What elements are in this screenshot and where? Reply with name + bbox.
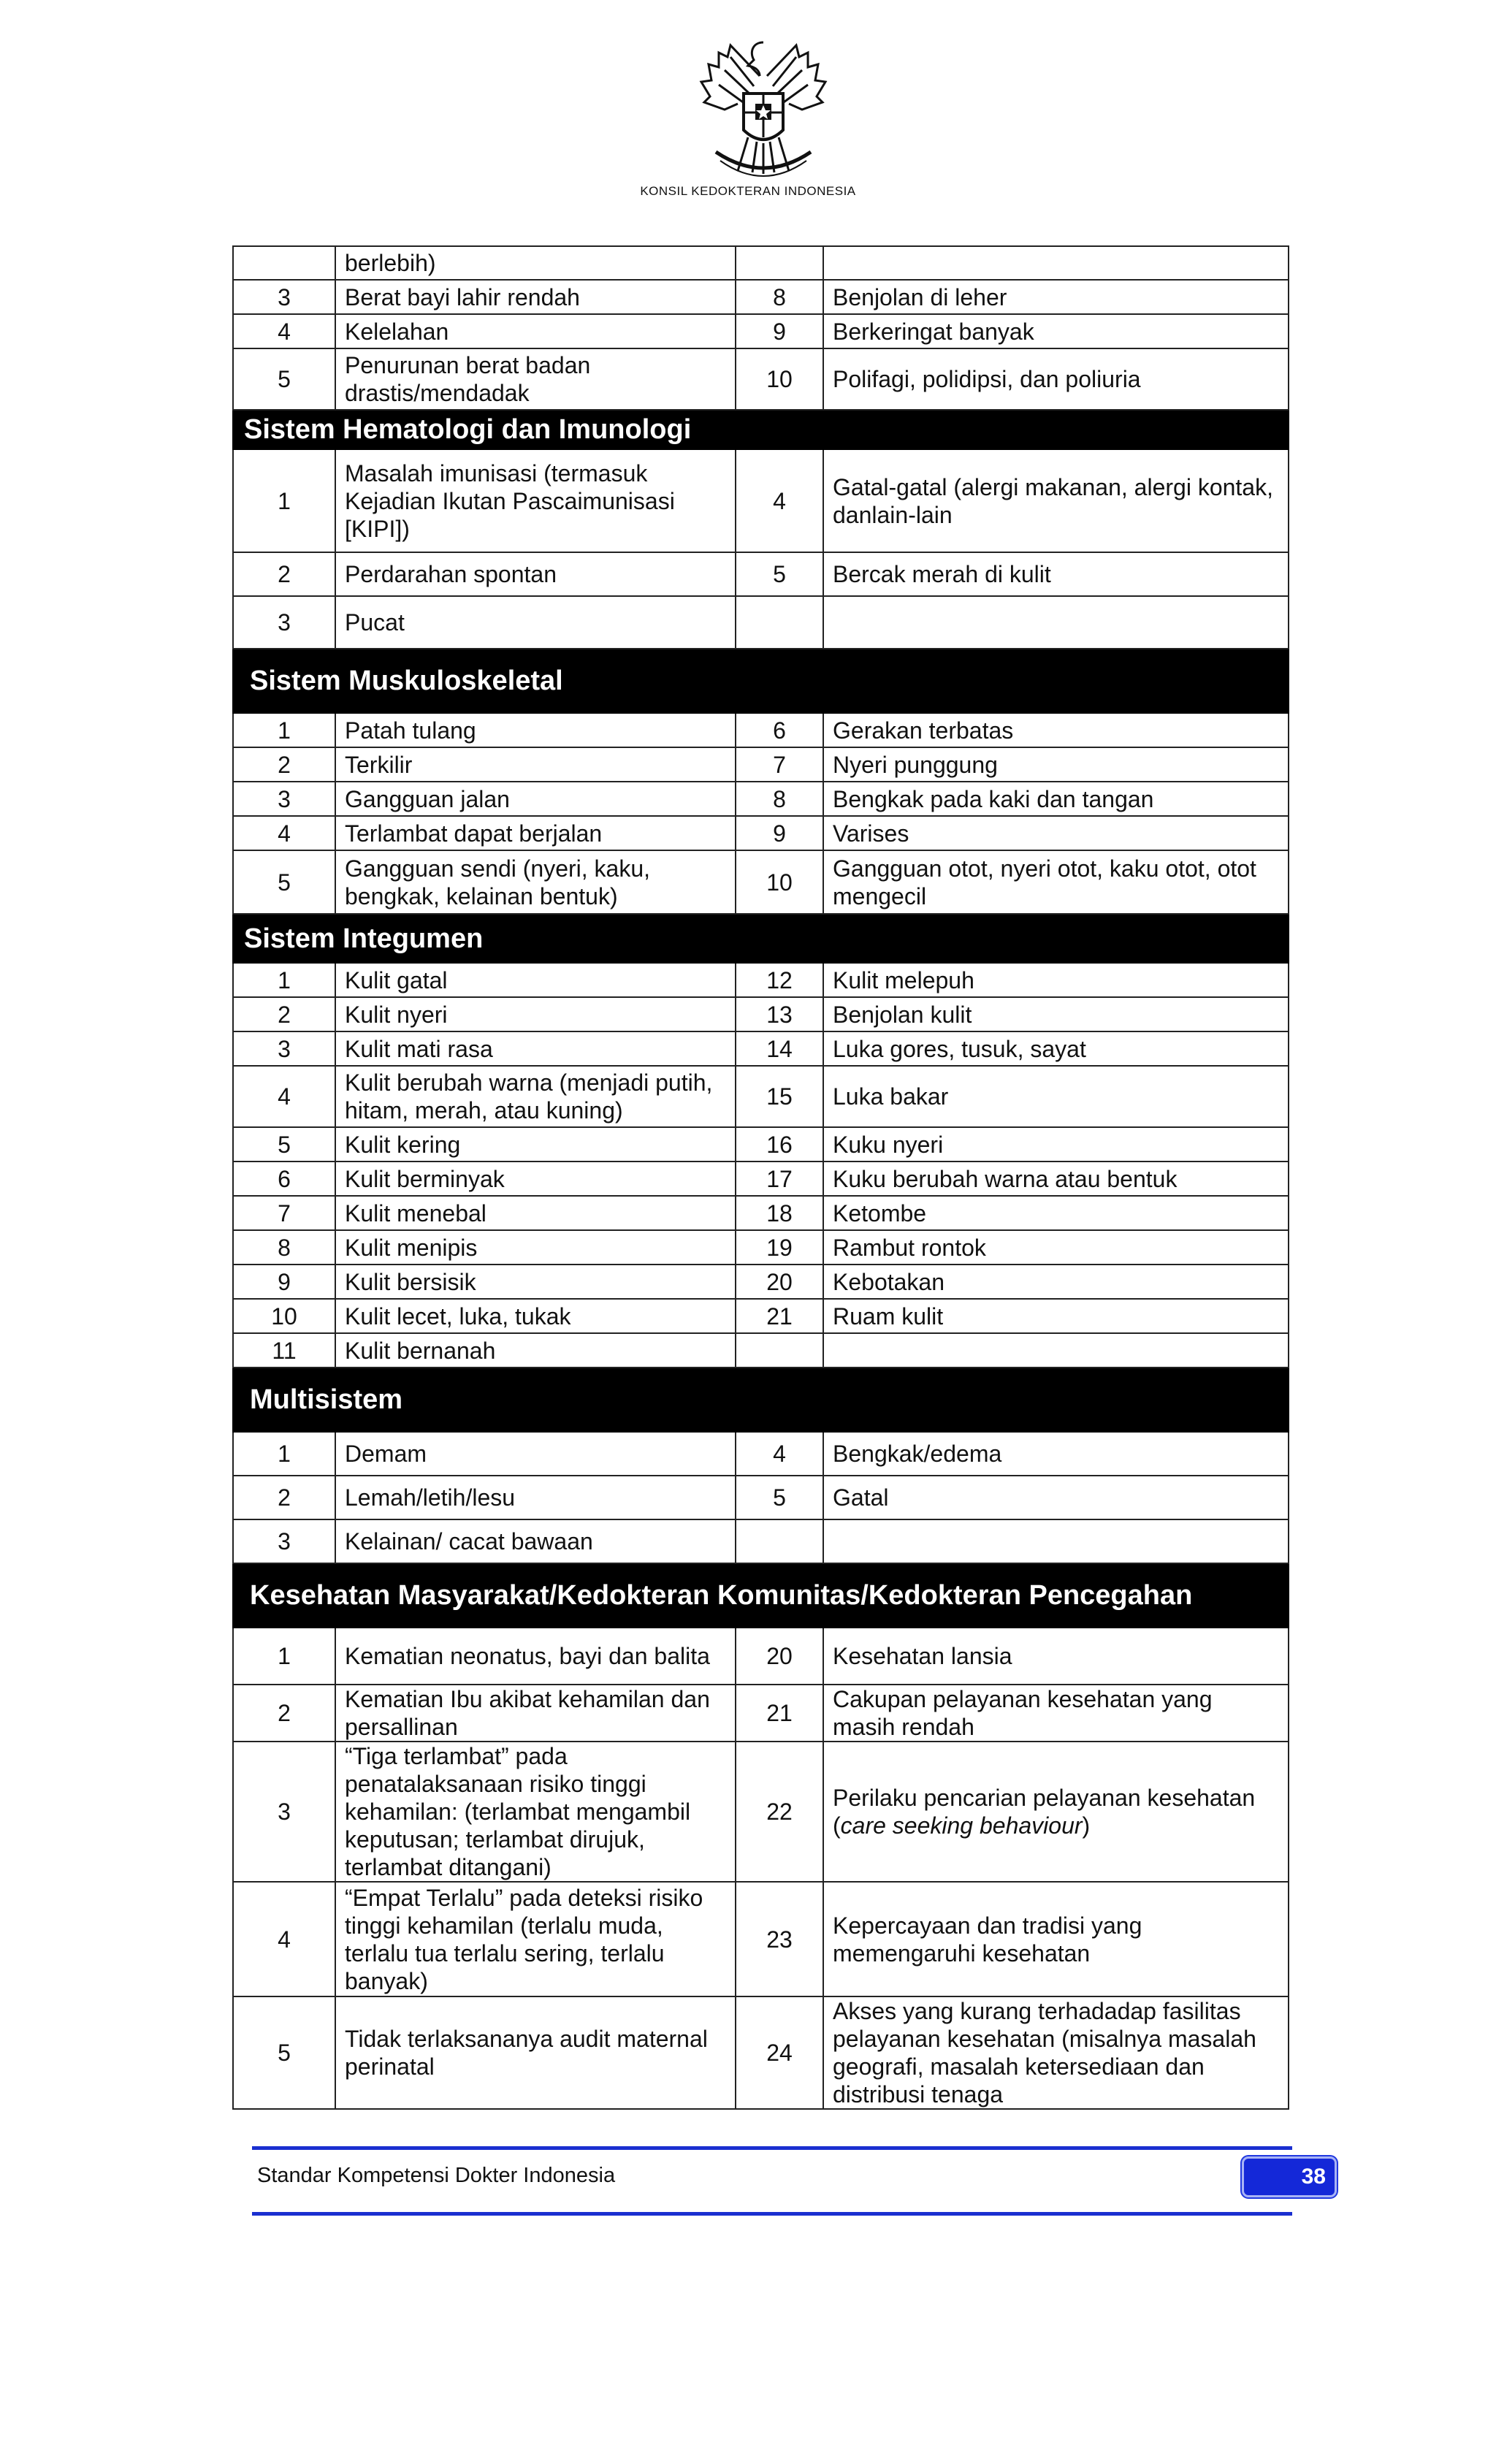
table-row	[233, 449, 1289, 552]
item-number: 5	[233, 1127, 335, 1162]
item-number: 9	[233, 1265, 335, 1299]
item-text: Perdarahan spontan	[335, 552, 736, 596]
item-number: 4	[736, 1432, 823, 1476]
item-number: 22	[736, 1742, 823, 1882]
item-number: 3	[233, 596, 335, 649]
item-number: 2	[233, 1476, 335, 1519]
item-number: 9	[736, 816, 823, 850]
item-number: 19	[736, 1230, 823, 1265]
table-row	[233, 552, 1289, 596]
item-number: 12	[736, 963, 823, 997]
item-text: berlebih)	[335, 246, 736, 280]
item-text: Kulit menipis	[335, 1230, 736, 1265]
item-text: Berkeringat banyak	[823, 314, 1289, 348]
item-number: 2	[233, 747, 335, 782]
item-text: Penurunan berat badan drastis/mendadak	[335, 348, 736, 410]
item-text: Gerakan terbatas	[823, 713, 1289, 747]
section-title: Sistem Hematologi dan Imunologi	[233, 410, 1289, 449]
item-text: Bengkak pada kaki dan tangan	[823, 782, 1289, 816]
section-header-row	[233, 649, 1289, 713]
item-number: 10	[233, 1299, 335, 1333]
item-text: Gangguan sendi (nyeri, kaku, bengkak, kelainan bentuk)	[335, 850, 736, 914]
item-number: 6	[736, 713, 823, 747]
item-text: Lemah/letih/lesu	[335, 1476, 736, 1519]
item-text: Luka bakar	[823, 1066, 1289, 1127]
table-row	[233, 1742, 1289, 1882]
item-number: 3	[233, 1742, 335, 1882]
item-text	[823, 1333, 1289, 1368]
item-number: 4	[233, 816, 335, 850]
item-text: Kulit melepuh	[823, 963, 1289, 997]
table-row	[233, 1196, 1289, 1230]
table-row	[233, 1265, 1289, 1299]
item-text: Polifagi, polidipsi, dan poliuria	[823, 348, 1289, 410]
competency-table	[232, 245, 1289, 2110]
item-number: 4	[233, 1066, 335, 1127]
item-number: 5	[736, 1476, 823, 1519]
item-number: 24	[736, 1996, 823, 2109]
item-number	[233, 246, 335, 280]
item-text: Cakupan pelayanan kesehatan yang masih rendah	[823, 1685, 1289, 1742]
item-text: Kulit bernanah	[335, 1333, 736, 1368]
item-text: Kebotakan	[823, 1265, 1289, 1299]
item-text: Varises	[823, 816, 1289, 850]
item-number: 4	[233, 1882, 335, 1996]
item-text	[823, 1742, 1289, 1882]
item-number	[736, 1333, 823, 1368]
item-number: 2	[233, 997, 335, 1031]
item-number: 1	[233, 963, 335, 997]
item-number	[736, 596, 823, 649]
table-row	[233, 997, 1289, 1031]
item-text-italic: care seeking behaviour	[840, 1812, 1083, 1839]
item-text: Kulit lecet, luka, tukak	[335, 1299, 736, 1333]
item-number: 8	[736, 782, 823, 816]
item-number: 5	[233, 850, 335, 914]
table-row	[233, 1230, 1289, 1265]
item-number: 2	[233, 1685, 335, 1742]
item-text: Berat bayi lahir rendah	[335, 280, 736, 314]
table-row	[233, 1299, 1289, 1333]
item-text	[823, 246, 1289, 280]
item-text: Demam	[335, 1432, 736, 1476]
item-text: Gatal-gatal (alergi makanan, alergi kontak, danlain-lain	[823, 449, 1289, 552]
item-number: 1	[233, 713, 335, 747]
page-number-badge: 38	[1242, 2156, 1337, 2197]
item-number: 21	[736, 1685, 823, 1742]
item-text: “Tiga terlambat” pada penatalaksanaan risiko tinggi kehamilan: (terlambat mengambil keputusan; terlambat dirujuk, terlambat ditangani)	[335, 1742, 736, 1882]
item-number: 13	[736, 997, 823, 1031]
table-row	[233, 850, 1289, 914]
item-number: 1	[233, 449, 335, 552]
item-text: Ruam kulit	[823, 1299, 1289, 1333]
item-text: Ketombe	[823, 1196, 1289, 1230]
item-text: Bengkak/edema	[823, 1432, 1289, 1476]
item-number: 8	[233, 1230, 335, 1265]
section-title: Multisistem	[233, 1368, 1289, 1432]
table-row	[233, 713, 1289, 747]
item-text: Kulit menebal	[335, 1196, 736, 1230]
item-text: Kulit berminyak	[335, 1162, 736, 1196]
item-number: 3	[233, 280, 335, 314]
item-text: Benjolan di leher	[823, 280, 1289, 314]
item-number	[736, 246, 823, 280]
item-text: Nyeri punggung	[823, 747, 1289, 782]
item-text: Gatal	[823, 1476, 1289, 1519]
item-text: Kulit bersisik	[335, 1265, 736, 1299]
table-row	[233, 1066, 1289, 1127]
item-text: Kulit berubah warna (menjadi putih, hitam, merah, atau kuning)	[335, 1066, 736, 1127]
item-number: 4	[233, 314, 335, 348]
item-number: 3	[233, 1519, 335, 1563]
item-text-part: )	[1082, 1812, 1091, 1839]
item-text: Luka gores, tusuk, sayat	[823, 1031, 1289, 1066]
item-number: 21	[736, 1299, 823, 1333]
table-row	[233, 348, 1289, 410]
table-row	[233, 280, 1289, 314]
item-text: Kesehatan lansia	[823, 1628, 1289, 1685]
item-text: Tidak terlaksananya audit maternal perinatal	[335, 1996, 736, 2109]
item-text: Masalah imunisasi (termasuk Kejadian Ikutan Pascaimunisasi [KIPI])	[335, 449, 736, 552]
footer-rule-bottom	[252, 2212, 1292, 2216]
item-number: 18	[736, 1196, 823, 1230]
item-text: Patah tulang	[335, 713, 736, 747]
footer-title: Standar Kompetensi Dokter Indonesia	[257, 2164, 616, 2187]
item-text: Akses yang kurang terhadadap fasilitas pelayanan kesehatan (misalnya masalah geografi, masalah ketersediaan dan distribusi tenaga	[823, 1996, 1289, 2109]
item-text: Kematian Ibu akibat kehamilan dan persallinan	[335, 1685, 736, 1742]
section-header-row	[233, 1563, 1289, 1628]
table-row	[233, 1519, 1289, 1563]
item-number: 8	[736, 280, 823, 314]
item-number: 20	[736, 1628, 823, 1685]
item-number: 4	[736, 449, 823, 552]
item-number: 14	[736, 1031, 823, 1066]
item-text: Terlambat dapat berjalan	[335, 816, 736, 850]
garuda-emblem-icon	[687, 28, 840, 185]
table-row	[233, 1333, 1289, 1368]
table-row	[233, 1162, 1289, 1196]
item-text: Kulit nyeri	[335, 997, 736, 1031]
item-text: Pucat	[335, 596, 736, 649]
item-text: Gangguan jalan	[335, 782, 736, 816]
item-text: Kulit gatal	[335, 963, 736, 997]
item-number: 10	[736, 850, 823, 914]
table-row	[233, 1476, 1289, 1519]
item-text: Gangguan otot, nyeri otot, kaku otot, otot mengecil	[823, 850, 1289, 914]
item-text: Kelelahan	[335, 314, 736, 348]
item-number: 1	[233, 1628, 335, 1685]
item-number: 7	[233, 1196, 335, 1230]
item-text: Benjolan kulit	[823, 997, 1289, 1031]
item-number: 10	[736, 348, 823, 410]
table-row	[233, 1882, 1289, 1996]
item-number: 1	[233, 1432, 335, 1476]
footer-rule-top	[252, 2146, 1292, 2150]
section-header-row	[233, 410, 1289, 449]
item-number	[736, 1519, 823, 1563]
section-title: Kesehatan Masyarakat/Kedokteran Komunitas/Kedokteran Pencegahan	[233, 1563, 1289, 1628]
table-row	[233, 747, 1289, 782]
item-number: 7	[736, 747, 823, 782]
item-text: Kepercayaan dan tradisi yang memengaruhi kesehatan	[823, 1882, 1289, 1996]
table-row	[233, 596, 1289, 649]
item-number: 3	[233, 1031, 335, 1066]
item-number: 5	[233, 1996, 335, 2109]
item-number: 5	[233, 348, 335, 410]
table-row	[233, 1996, 1289, 2109]
item-text: Kulit mati rasa	[335, 1031, 736, 1066]
item-number: 2	[233, 552, 335, 596]
section-header-row	[233, 1368, 1289, 1432]
item-number: 15	[736, 1066, 823, 1127]
institution-name: KONSIL KEDOKTERAN INDONESIA	[640, 184, 856, 198]
table-row	[233, 314, 1289, 348]
item-text: Kulit kering	[335, 1127, 736, 1162]
section-header-row	[233, 914, 1289, 963]
item-text: Kuku berubah warna atau bentuk	[823, 1162, 1289, 1196]
item-text-part: Perilaku pencarian pelayanan kesehatan (	[833, 1785, 1256, 1839]
item-number: 3	[233, 782, 335, 816]
item-text: Kelainan/ cacat bawaan	[335, 1519, 736, 1563]
table-row	[233, 1127, 1289, 1162]
item-number: 6	[233, 1162, 335, 1196]
item-number: 16	[736, 1127, 823, 1162]
item-text: Terkilir	[335, 747, 736, 782]
table-row	[233, 1628, 1289, 1685]
table-row	[233, 1432, 1289, 1476]
table-row	[233, 816, 1289, 850]
item-text	[823, 1519, 1289, 1563]
item-text: Kematian neonatus, bayi dan balita	[335, 1628, 736, 1685]
table-row	[233, 1685, 1289, 1742]
item-number: 20	[736, 1265, 823, 1299]
item-text: “Empat Terlalu” pada deteksi risiko tinggi kehamilan (terlalu muda, terlalu tua terlalu sering, terlalu banyak)	[335, 1882, 736, 1996]
item-number: 9	[736, 314, 823, 348]
table-row	[233, 246, 1289, 280]
section-title: Sistem Muskuloskeletal	[233, 649, 1289, 713]
table-row	[233, 1031, 1289, 1066]
item-text: Kuku nyeri	[823, 1127, 1289, 1162]
item-text	[823, 596, 1289, 649]
item-number: 23	[736, 1882, 823, 1996]
table-row	[233, 963, 1289, 997]
item-text: Bercak merah di kulit	[823, 552, 1289, 596]
item-number: 17	[736, 1162, 823, 1196]
section-title: Sistem Integumen	[233, 914, 1289, 963]
item-number: 11	[233, 1333, 335, 1368]
item-number: 5	[736, 552, 823, 596]
item-text: Rambut rontok	[823, 1230, 1289, 1265]
table-row	[233, 782, 1289, 816]
